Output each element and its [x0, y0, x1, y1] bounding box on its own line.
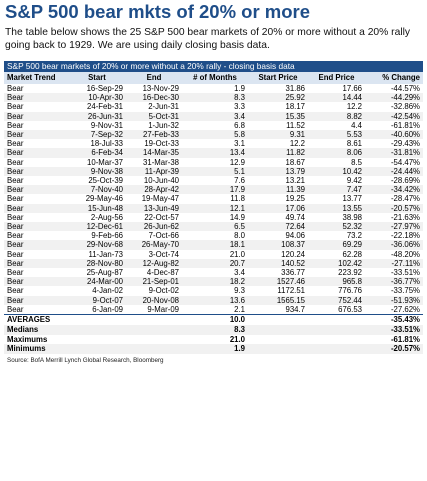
summary-label: Minimums: [7, 344, 46, 354]
cell-start: 4-Jan-02: [92, 286, 123, 296]
cell-start: 29-May-46: [85, 194, 123, 204]
cell-end: 28-Apr-42: [144, 185, 179, 195]
summary-row: [4, 335, 423, 345]
cell-end-price: 10.42: [342, 166, 362, 176]
col-header-end-price: End Price: [318, 73, 355, 82]
cell-market-trend: Bear: [7, 231, 24, 241]
cell-start: 26-Jun-31: [87, 111, 123, 121]
table-row: [4, 250, 423, 259]
cell-months: 8.0: [234, 231, 245, 241]
cell-start-price: 9.31: [289, 130, 305, 140]
summary-label: AVERAGES: [4, 315, 182, 325]
table-row: [4, 277, 423, 286]
cell-end-price: 676.53: [338, 304, 362, 314]
cell-start-price: 25.92: [285, 93, 305, 103]
cell-months: 7.6: [234, 176, 245, 186]
cell-market-trend: Bear: [7, 258, 24, 268]
cell-start: 9-Nov-31: [90, 120, 123, 130]
table-row: [4, 148, 423, 157]
cell-months: 20.7: [229, 258, 245, 268]
cell-start-price: 17.06: [285, 203, 305, 213]
cell-months: 2.1: [234, 304, 245, 314]
cell-months: 21.0: [229, 249, 245, 259]
table-row: [4, 84, 423, 93]
cell-end: 12-Aug-82: [142, 258, 179, 268]
cell-market-trend: Bear: [7, 249, 24, 259]
table-row: [4, 305, 423, 315]
cell-market-trend: Bear: [7, 185, 24, 195]
cell-start-price: 1527.46: [276, 277, 305, 287]
cell-start-price: 140.52: [281, 258, 305, 268]
summary-row: [4, 315, 423, 325]
page-title: S&P 500 bear mkts of 20% or more: [5, 1, 311, 22]
cell-months: 8.3: [234, 93, 245, 103]
cell-pct-change: -33.75%: [390, 286, 420, 296]
cell-months: 17.9: [229, 185, 245, 195]
cell-end-price: 13.77: [342, 194, 362, 204]
table-row: [4, 259, 423, 268]
cell-end: 7-Oct-66: [148, 231, 179, 241]
cell-market-trend: Bear: [7, 111, 24, 121]
cell-start-price: 11.52: [286, 120, 305, 130]
cell-start: 29-Nov-68: [86, 240, 123, 250]
cell-start-price: 1172.51: [277, 286, 305, 296]
cell-pct-change: -29.43%: [390, 139, 420, 149]
cell-end: 10-Jun-40: [143, 176, 179, 186]
cell-market-trend: Bear: [7, 222, 24, 232]
cell-end-price: 13.55: [342, 203, 362, 213]
table-row: [4, 204, 423, 213]
summary-months: 8.3: [234, 324, 245, 334]
cell-months: 3.3: [234, 102, 245, 112]
table-body: [4, 84, 423, 315]
table-row: [4, 112, 423, 121]
cell-pct-change: -28.47%: [390, 194, 420, 204]
table-row: [4, 176, 423, 185]
cell-start-price: 94.06: [285, 231, 305, 241]
cell-pct-change: -34.42%: [390, 185, 420, 195]
cell-end: 22-Oct-57: [144, 212, 179, 222]
cell-end: 1-Jun-32: [148, 120, 179, 130]
cell-start: 9-Oct-07: [92, 295, 123, 305]
cell-start: 12-Dec-61: [86, 222, 123, 232]
cell-start-price: 12.2: [289, 139, 305, 149]
cell-months: 5.8: [234, 130, 245, 140]
cell-months: 18.2: [229, 277, 245, 287]
cell-market-trend: Bear: [7, 102, 24, 112]
summary-row: [4, 325, 423, 335]
cell-pct-change: -54.47%: [390, 157, 420, 167]
cell-start: 7-Sep-32: [90, 130, 123, 140]
cell-market-trend: Bear: [7, 295, 24, 305]
cell-end-price: 5.53: [346, 130, 362, 140]
cell-market-trend: Bear: [7, 130, 24, 140]
cell-months: 11.8: [230, 194, 245, 204]
cell-end-price: 73.2: [346, 231, 362, 241]
cell-start-price: 13.79: [285, 166, 305, 176]
cell-months: 3.4: [234, 111, 245, 121]
cell-end: 2-Jun-31: [148, 102, 179, 112]
cell-start: 25-Aug-87: [86, 268, 123, 278]
cell-months: 3.1: [234, 139, 245, 149]
cell-end-price: 17.66: [342, 84, 362, 93]
cell-pct-change: -44.29%: [390, 93, 420, 103]
col-header-pct-change: % Change: [382, 73, 420, 82]
cell-end-price: 14.44: [342, 93, 362, 103]
cell-end: 19-Oct-33: [144, 139, 179, 149]
table-row: [4, 167, 423, 176]
cell-pct-change: -33.51%: [390, 268, 420, 278]
document-page: [0, 1, 427, 481]
cell-months: 18.1: [229, 240, 245, 250]
cell-end: 20-Nov-08: [142, 295, 179, 305]
cell-start: 18-Jul-33: [90, 139, 123, 149]
cell-start: 9-Nov-38: [90, 166, 123, 176]
cell-start-price: 934.7: [285, 304, 305, 314]
cell-market-trend: Bear: [7, 203, 24, 213]
col-header-end: End: [146, 73, 162, 82]
cell-end: 14-Mar-35: [143, 148, 179, 158]
col-header-start-price: Start Price: [258, 73, 298, 82]
cell-pct-change: -61.81%: [390, 120, 420, 130]
cell-months: 5.1: [234, 166, 245, 176]
table-header-row: [4, 72, 423, 84]
cell-end: 26-May-70: [141, 240, 179, 250]
col-header-start: Start: [88, 73, 106, 82]
summary-row: [4, 344, 423, 354]
cell-start: 15-Jun-48: [87, 203, 123, 213]
cell-end: 4-Dec-87: [146, 268, 179, 278]
summary-change: -33.51%: [390, 324, 420, 334]
cell-start-price: 72.64: [285, 222, 305, 232]
cell-start-price: 15.35: [285, 111, 305, 121]
cell-market-trend: Bear: [7, 240, 24, 250]
cell-pct-change: -51.93%: [390, 295, 420, 305]
cell-start-price: 18.67: [285, 157, 305, 167]
cell-market-trend: Bear: [7, 157, 24, 167]
cell-pct-change: -20.57%: [390, 203, 420, 213]
cell-market-trend: Bear: [7, 286, 24, 296]
cell-end: 5-Oct-31: [148, 111, 179, 121]
cell-end: 13-Nov-29: [142, 84, 179, 93]
cell-market-trend: Bear: [7, 139, 24, 149]
table-row: [4, 139, 423, 148]
cell-end: 9-Mar-09: [147, 304, 179, 314]
cell-months: 9.3: [234, 286, 245, 296]
cell-start: 10-Mar-37: [87, 157, 123, 167]
cell-start-price: 11.39: [286, 185, 305, 195]
cell-end-price: 7.47: [346, 185, 362, 195]
cell-market-trend: Bear: [7, 148, 24, 158]
cell-end-price: 12.2: [346, 102, 362, 112]
table-row: [4, 231, 423, 240]
summary-change: -61.81%: [390, 334, 420, 344]
table-row: [4, 240, 423, 249]
table-row: [4, 121, 423, 130]
cell-start: 24-Feb-31: [87, 102, 123, 112]
cell-end: 16-Dec-30: [142, 93, 179, 103]
cell-end-price: 965.8: [342, 277, 362, 287]
cell-months: 6.5: [234, 222, 245, 232]
summary-spacer: [248, 325, 365, 335]
cell-pct-change: -36.77%: [390, 277, 420, 287]
table-row: [4, 185, 423, 194]
cell-start-price: 120.24: [281, 249, 305, 259]
cell-end-price: 9.42: [346, 176, 362, 186]
cell-end-price: 752.44: [338, 295, 362, 305]
cell-end-price: 223.92: [338, 268, 362, 278]
summary-label: Maximums: [7, 334, 48, 344]
cell-start: 24-Mar-00: [87, 277, 123, 287]
cell-start-price: 1565.15: [276, 295, 305, 305]
table-row: [4, 158, 423, 167]
table-row: [4, 102, 423, 111]
cell-end: 13-Jun-49: [143, 203, 179, 213]
cell-pct-change: -21.63%: [390, 212, 420, 222]
cell-market-trend: Bear: [7, 166, 24, 176]
cell-start: 16-Sep-29: [86, 84, 123, 93]
cell-months: 13.6: [229, 295, 245, 305]
cell-pct-change: -22.18%: [390, 231, 420, 241]
cell-start: 6-Feb-34: [91, 148, 123, 158]
cell-end-price: 8.06: [346, 148, 362, 158]
cell-end-price: 102.42: [338, 258, 362, 268]
summary-change: -35.43%: [365, 315, 423, 325]
summary-months: 21.0: [229, 334, 245, 344]
cell-months: 3.4: [234, 268, 245, 278]
cell-end-price: 4.4: [351, 120, 362, 130]
summary-body: [4, 315, 423, 355]
cell-months: 6.8: [234, 120, 245, 130]
summary-months: 10.0: [182, 315, 248, 325]
cell-start: 25-Oct-39: [88, 176, 123, 186]
cell-months: 1.9: [234, 84, 245, 93]
cell-start-price: 31.86: [285, 84, 305, 93]
summary-months: 1.9: [234, 344, 245, 354]
cell-start-price: 18.17: [285, 102, 305, 112]
cell-end-price: 62.28: [342, 249, 362, 259]
cell-start: 2-Aug-56: [90, 212, 123, 222]
table-title: S&P 500 bear markets of 20% or more without a 20% rally - closing basis data: [4, 61, 423, 72]
cell-pct-change: -27.11%: [391, 258, 420, 268]
table-row: [4, 222, 423, 231]
cell-end: 26-Jun-62: [143, 222, 179, 232]
col-header-market-trend: Market Trend: [7, 73, 56, 82]
cell-end: 3-Oct-74: [148, 249, 179, 259]
table-row: [4, 213, 423, 222]
cell-pct-change: -32.86%: [390, 102, 420, 112]
cell-market-trend: Bear: [7, 212, 24, 222]
cell-end: 27-Feb-33: [143, 130, 179, 140]
cell-market-trend: Bear: [7, 304, 24, 314]
cell-market-trend: Bear: [7, 268, 24, 278]
table-row: [4, 286, 423, 295]
cell-start-price: 19.25: [285, 194, 305, 204]
source-note: Source: BofA Merrill Lynch Global Research, Bloomberg: [7, 357, 164, 365]
cell-end-price: 52.32: [342, 222, 362, 232]
cell-end-price: 776.76: [338, 286, 362, 296]
table-row: [4, 194, 423, 203]
cell-pct-change: -27.97%: [390, 222, 420, 232]
bear-market-table: [4, 72, 423, 354]
cell-end: 31-Mar-38: [143, 157, 179, 167]
cell-market-trend: Bear: [7, 84, 24, 93]
cell-pct-change: -31.81%: [390, 148, 420, 158]
cell-start-price: 49.74: [285, 212, 305, 222]
cell-months: 12.1: [229, 203, 245, 213]
cell-start: 10-Apr-30: [88, 93, 123, 103]
cell-start: 7-Nov-40: [90, 185, 123, 195]
table-row: [4, 93, 423, 102]
cell-start: 9-Feb-66: [91, 231, 123, 241]
cell-start-price: 11.82: [286, 148, 305, 158]
cell-market-trend: Bear: [7, 120, 24, 130]
cell-pct-change: -28.69%: [390, 176, 420, 186]
cell-pct-change: -27.62%: [390, 304, 420, 314]
summary-spacer: [248, 344, 365, 354]
cell-end: 11-Apr-39: [144, 166, 179, 176]
col-header-months: # of Months: [193, 73, 237, 82]
cell-end-price: 69.29: [342, 240, 362, 250]
summary-spacer: [248, 315, 365, 325]
cell-start: 6-Jan-09: [92, 304, 123, 314]
cell-end-price: 8.5: [351, 157, 362, 167]
summary-spacer: [248, 335, 365, 345]
table-row: [4, 296, 423, 305]
cell-start-price: 108.37: [281, 240, 305, 250]
cell-end-price: 38.98: [342, 212, 362, 222]
cell-end: 19-May-47: [141, 194, 179, 204]
cell-pct-change: -48.20%: [390, 249, 420, 259]
cell-market-trend: Bear: [7, 277, 24, 287]
cell-market-trend: Bear: [7, 194, 24, 204]
cell-start: 28-Nov-80: [86, 258, 123, 268]
summary-label: Medians: [7, 324, 39, 334]
cell-pct-change: -24.44%: [390, 166, 420, 176]
cell-end-price: 8.61: [346, 139, 362, 149]
cell-pct-change: -42.54%: [390, 111, 420, 121]
summary-change: -20.57%: [390, 344, 420, 354]
cell-start: 11-Jan-73: [88, 249, 123, 259]
cell-pct-change: -44.57%: [390, 84, 420, 93]
cell-market-trend: Bear: [7, 176, 24, 186]
intro-paragraph: The table below shows the 25 S&P 500 bear markets of 20% or more without a 20% rally going back to 1929. We are using daily closing basis data.: [5, 27, 411, 51]
cell-market-trend: Bear: [7, 93, 24, 103]
cell-start-price: 13.21: [285, 176, 305, 186]
cell-months: 12.9: [229, 157, 245, 167]
cell-end: 21-Sep-01: [142, 277, 179, 287]
cell-end: 9-Oct-02: [148, 286, 179, 296]
cell-end-price: 8.82: [346, 111, 362, 121]
table-row: [4, 130, 423, 139]
cell-pct-change: -36.06%: [390, 240, 420, 250]
cell-start-price: 336.77: [281, 268, 305, 278]
table-row: [4, 268, 423, 277]
cell-months: 14.9: [229, 212, 245, 222]
cell-pct-change: -40.60%: [390, 130, 420, 140]
cell-months: 13.4: [229, 148, 245, 158]
